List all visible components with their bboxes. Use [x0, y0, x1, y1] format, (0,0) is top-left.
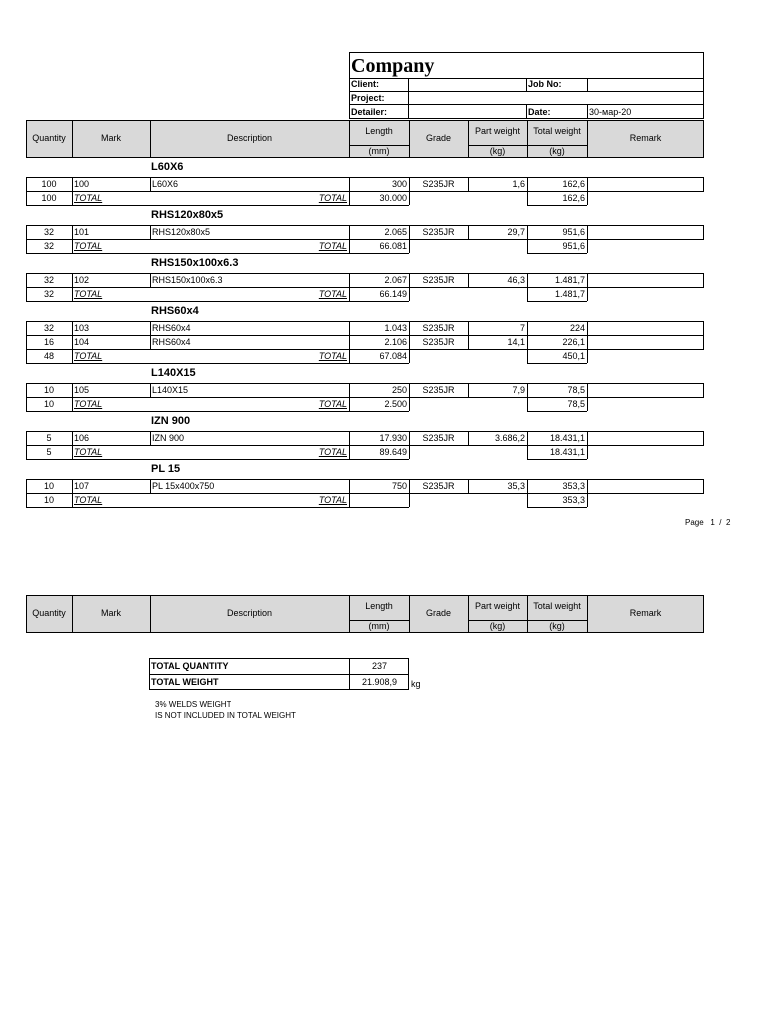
- total-row-weight: 1.481,7: [554, 289, 585, 299]
- row-length: 250: [391, 385, 407, 395]
- header-grade: Grade: [425, 133, 451, 143]
- header-description: Description: [226, 608, 273, 618]
- row-bottom-line: [26, 459, 409, 460]
- row-mark: 106: [74, 433, 90, 443]
- header-part-weight: Part weight: [474, 126, 521, 136]
- welds-note-line2: IS NOT INCLUDED IN TOTAL WEIGHT: [155, 711, 296, 720]
- row-grade: S235JR: [422, 179, 455, 189]
- header-quantity: Quantity: [32, 133, 66, 143]
- date-label: Date:: [528, 107, 551, 117]
- row-description: RHS120x80x5: [152, 227, 211, 237]
- row-description: RHS60x4: [152, 323, 191, 333]
- section-title: RHS150x100x6.3: [151, 257, 239, 269]
- header-remark: Remark: [629, 608, 662, 618]
- row-grade: S235JR: [422, 275, 455, 285]
- row-bottom-line: [527, 301, 587, 302]
- row-vline: [587, 383, 588, 397]
- page-label: Page: [685, 518, 704, 527]
- total-row-mark: TOTAL: [74, 241, 103, 251]
- row-vline: [409, 239, 410, 253]
- total-row-quantity: 10: [43, 399, 54, 409]
- total-row-label: TOTAL: [318, 399, 347, 409]
- row-bottom-line: [26, 507, 409, 508]
- total-row-weight: 450,1: [562, 351, 585, 361]
- row-vline: [587, 191, 588, 205]
- row-mark: 101: [74, 227, 90, 237]
- total-row-mark: TOTAL: [74, 495, 103, 505]
- total-row-quantity: 48: [43, 351, 54, 361]
- total-row-quantity: 100: [41, 193, 57, 203]
- row-length: 300: [391, 179, 407, 189]
- row-description: IZN 900: [152, 433, 185, 443]
- row-total-weight: 1.481,7: [554, 275, 585, 285]
- header-length: Length: [365, 601, 393, 611]
- row-bottom-line: [26, 253, 409, 254]
- total-row-weight: 162,6: [562, 193, 585, 203]
- row-length: 17.930: [379, 433, 407, 443]
- total-quantity-value: 237: [371, 661, 388, 671]
- row-vline: [409, 287, 410, 301]
- row-part-weight: 46,3: [507, 275, 525, 285]
- header-part-weight-unit: (kg): [489, 146, 506, 156]
- row-description: RHS60x4: [152, 337, 191, 347]
- row-length: 2.067: [384, 275, 407, 285]
- row-grade: S235JR: [422, 323, 455, 333]
- total-row-length: 30.000: [379, 193, 407, 203]
- total-row-length: 89.649: [379, 447, 407, 457]
- total-row-length: 2.500: [384, 399, 407, 409]
- section-title: L60X6: [151, 161, 184, 173]
- row-description: L140X15: [152, 385, 189, 395]
- row-part-weight: 29,7: [507, 227, 525, 237]
- header-grade: Grade: [425, 608, 451, 618]
- row-vline: [587, 287, 588, 301]
- row-total-weight: 18.431,1: [549, 433, 585, 443]
- company-vline: [587, 78, 588, 91]
- header-total-weight-unit: (kg): [549, 146, 565, 156]
- row-mark: 102: [74, 275, 90, 285]
- row-bottom-line: [26, 301, 409, 302]
- total-row-length: 66.149: [379, 289, 407, 299]
- header-quantity: Quantity: [32, 608, 66, 618]
- total-row-label: TOTAL: [318, 289, 347, 299]
- total-row-label: TOTAL: [318, 447, 347, 457]
- row-vline: [349, 493, 350, 507]
- row-quantity: 10: [43, 385, 54, 395]
- row-quantity: 100: [41, 179, 57, 189]
- job-label: Job No:: [528, 79, 562, 89]
- row-quantity: 32: [43, 227, 54, 237]
- row-vline: [587, 431, 588, 445]
- total-row-weight: 353,3: [562, 495, 585, 505]
- row-quantity: 16: [43, 337, 54, 347]
- row-quantity: 32: [43, 323, 54, 333]
- row-bottom-line: [527, 363, 587, 364]
- row-total-weight: 162,6: [562, 179, 585, 189]
- row-grade: S235JR: [422, 337, 455, 347]
- total-row-label: TOTAL: [318, 495, 347, 505]
- row-vline: [587, 445, 588, 459]
- summary-line: [149, 674, 409, 675]
- header-part-weight: Part weight: [474, 601, 521, 611]
- header-total-weight: Total weight: [533, 601, 581, 611]
- header-length-unit: (mm): [368, 146, 390, 156]
- row-vline: [409, 349, 410, 363]
- section-title: PL 15: [151, 463, 181, 475]
- row-bottom-line: [26, 363, 409, 364]
- header-part-weight-unit: (kg): [489, 621, 506, 631]
- row-vline: [587, 397, 588, 411]
- total-row-weight: 951,6: [562, 241, 585, 251]
- row-mark: 105: [74, 385, 90, 395]
- total-row-mark: TOTAL: [74, 399, 103, 409]
- row-vline: [587, 479, 588, 493]
- row-mark: 107: [74, 481, 90, 491]
- project-label: Project:: [351, 93, 385, 103]
- total-row-label: TOTAL: [318, 351, 347, 361]
- total-row-quantity: 32: [43, 241, 54, 251]
- header-mark: Mark: [101, 608, 121, 618]
- total-row-mark: TOTAL: [74, 351, 103, 361]
- company-vline: [526, 78, 527, 91]
- total-weight-value: 21.908,9: [361, 677, 398, 687]
- total-row-mark: TOTAL: [74, 193, 103, 203]
- row-vline: [587, 335, 588, 349]
- row-description: L60X6: [152, 179, 179, 189]
- row-part-weight: 7: [519, 323, 525, 333]
- total-weight-label: TOTAL WEIGHT: [151, 677, 219, 687]
- row-part-weight: 1,6: [512, 179, 525, 189]
- header-total-weight: Total weight: [533, 126, 581, 136]
- company-name: Company: [351, 55, 435, 77]
- row-bottom-line: [26, 205, 409, 206]
- row-vline: [409, 445, 410, 459]
- page-total: 2: [725, 518, 731, 527]
- row-vline: [587, 273, 588, 287]
- row-description: RHS150x100x6.3: [152, 275, 223, 285]
- row-bottom-line: [26, 411, 409, 412]
- company-vline: [587, 104, 588, 119]
- row-grade: S235JR: [422, 481, 455, 491]
- header-remark: Remark: [629, 133, 662, 143]
- row-description: PL 15x400x750: [152, 481, 215, 491]
- row-part-weight: 3.686,2: [494, 433, 525, 443]
- client-label: Client:: [351, 79, 379, 89]
- section-title: RHS120x80x5: [151, 209, 224, 221]
- total-row-mark: TOTAL: [74, 447, 103, 457]
- total-quantity-label: TOTAL QUANTITY: [151, 661, 229, 671]
- row-bottom-line: [527, 459, 587, 460]
- total-weight-unit: kg: [411, 679, 421, 689]
- row-vline: [409, 191, 410, 205]
- company-line: [349, 91, 704, 92]
- row-bottom-line: [527, 411, 587, 412]
- company-vline: [526, 104, 527, 119]
- row-vline: [587, 321, 588, 335]
- row-length: 750: [391, 481, 407, 491]
- header-total-weight-unit: (kg): [549, 621, 565, 631]
- total-row-label: TOTAL: [318, 193, 347, 203]
- page-current: 1: [710, 518, 715, 527]
- section-title: RHS60x4: [151, 305, 199, 317]
- row-grade: S235JR: [422, 385, 455, 395]
- total-row-quantity: 32: [43, 289, 54, 299]
- header-description: Description: [226, 133, 273, 143]
- row-vline: [409, 397, 410, 411]
- row-length: 2.065: [384, 227, 407, 237]
- detailer-label: Detailer:: [351, 107, 388, 117]
- row-vline: [587, 225, 588, 239]
- row-mark: 100: [74, 179, 90, 189]
- row-quantity: 10: [43, 481, 54, 491]
- row-part-weight: 14,1: [507, 337, 525, 347]
- date-value: 30-мар-20: [589, 107, 632, 117]
- row-total-weight: 353,3: [562, 481, 585, 491]
- welds-note-line1: 3% WELDS WEIGHT: [155, 700, 232, 709]
- row-total-weight: 224: [569, 323, 585, 333]
- row-mark: 103: [74, 323, 90, 333]
- row-total-weight: 951,6: [562, 227, 585, 237]
- total-row-length: 66.081: [379, 241, 407, 251]
- total-row-length: 67.084: [379, 351, 407, 361]
- page-indicator: [685, 518, 730, 527]
- row-vline: [587, 177, 588, 191]
- company-vline: [408, 78, 409, 119]
- total-row-mark: TOTAL: [74, 289, 103, 299]
- row-quantity: 5: [46, 433, 52, 443]
- row-length: 1.043: [384, 323, 407, 333]
- header-length-unit: (mm): [368, 621, 390, 631]
- header-mark: Mark: [101, 133, 121, 143]
- total-row-weight: 78,5: [567, 399, 585, 409]
- total-row-quantity: 10: [43, 495, 54, 505]
- row-part-weight: 7,9: [512, 385, 525, 395]
- row-vline: [587, 349, 588, 363]
- row-total-weight: 226,1: [562, 337, 585, 347]
- row-grade: S235JR: [422, 227, 455, 237]
- row-length: 2.106: [384, 337, 407, 347]
- row-bottom-line: [527, 507, 587, 508]
- page-sep: /: [719, 518, 722, 527]
- row-mark: 104: [74, 337, 90, 347]
- row-bottom-line: [527, 205, 587, 206]
- section-title: L140X15: [151, 367, 196, 379]
- row-vline: [587, 493, 588, 507]
- row-part-weight: 35,3: [507, 481, 525, 491]
- total-row-quantity: 5: [46, 447, 52, 457]
- total-row-weight: 18.431,1: [549, 447, 585, 457]
- row-quantity: 32: [43, 275, 54, 285]
- row-bottom-line: [527, 253, 587, 254]
- row-total-weight: 78,5: [567, 385, 585, 395]
- row-grade: S235JR: [422, 433, 455, 443]
- row-vline: [587, 239, 588, 253]
- row-vline: [409, 493, 410, 507]
- section-title: IZN 900: [151, 415, 191, 427]
- header-length: Length: [365, 126, 393, 136]
- total-row-label: TOTAL: [318, 241, 347, 251]
